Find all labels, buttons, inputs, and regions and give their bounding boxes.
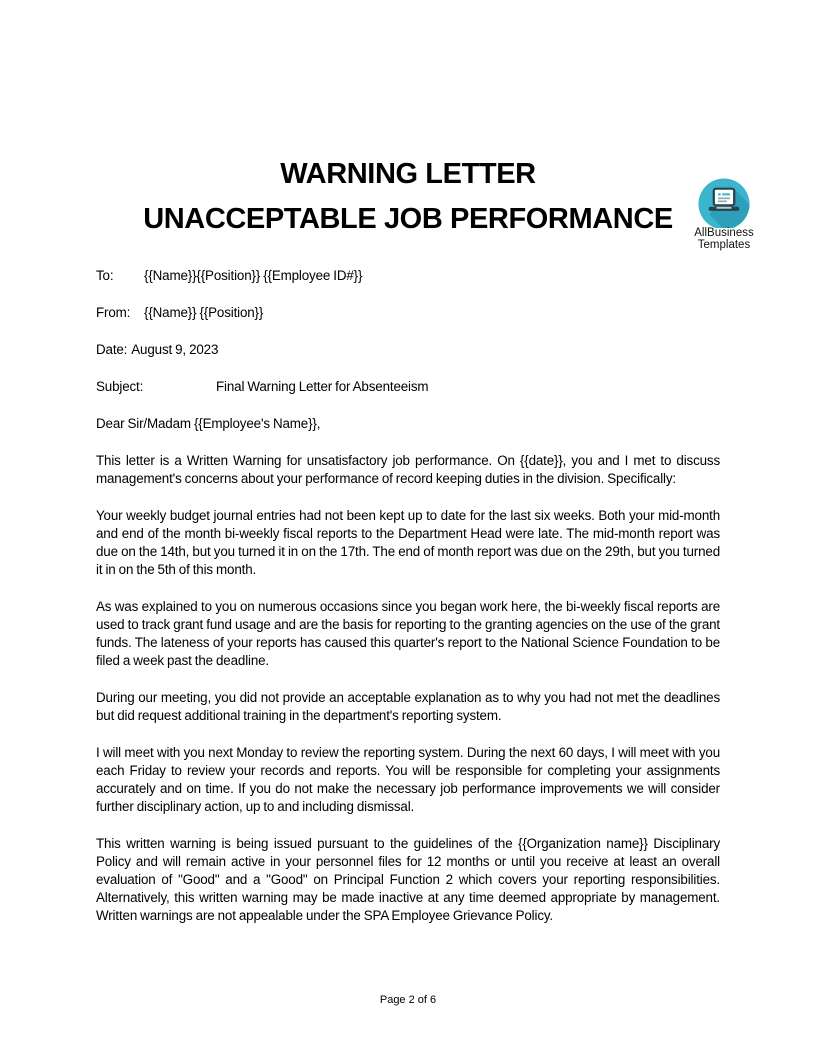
page-number: Page 2 of 6	[379, 994, 437, 1006]
screen-line-3	[718, 200, 727, 202]
brand-logo	[689, 178, 759, 251]
body-paragraph-6: This written warning is being issued pursuant to the guidelines of the {{Organization name}} Disciplinary Policy and will remain active in your personnel files for 12 months or until you receive at least an overall evaluation of "Good" and a "Good" on Principal Function 2 which covers your reporting responsibilities. Alternatively, this written warning may be made inactive at any time deemed appropriate by management. Written warnings are not appealable under the SPA Employee Grievance Policy.	[96, 836, 720, 923]
field-from	[96, 304, 720, 322]
field-subject-value: Final Warning Letter for Absenteeism	[216, 379, 429, 394]
screen-bullet	[718, 193, 721, 195]
laptop-base-notch	[717, 207, 732, 209]
title-line-2: UNACCEPTABLE JOB PERFORMANCE	[143, 203, 673, 235]
field-date	[96, 341, 720, 359]
body-paragraph-4: During our meeting, you did not provide an acceptable explanation as to why you had not met the deadlines but did request additional training in the department's reporting system.	[96, 690, 720, 723]
body-paragraph-2: Your weekly budget journal entries had not been kept up to date for the last six weeks. Both your mid-month and end of the month bi-weekly fiscal reports to the Department Head were late. The mid-month report was due on the 14th, but you turned it in on the 17th. The end of month report was due on the 29th, but you turned it in on the 5th of this month.	[96, 508, 720, 577]
field-to-label: To:	[96, 268, 114, 283]
page-footer	[0, 993, 816, 1007]
body-paragraph-3: As was explained to you on numerous occasions since you began work here, the bi-weekly fiscal reports are used to track grant fund usage and are the basis for reporting to the granting agencies on the use of the grant funds. The lateness of your reports has caused this quarter's report to the National Science Foundation to be filed a week past the deadline.	[96, 599, 720, 668]
letter-body	[96, 267, 720, 944]
field-subject-label: Subject:	[96, 379, 144, 394]
screen-line-1	[722, 193, 730, 195]
field-subject	[96, 378, 720, 396]
body-paragraph-5: I will meet with you next Monday to review the reporting system. During the next 60 days, I will meet with you each Friday to review your records and reports. You will be responsible for completing your assignments accurately and on time. If you do not make the necessary job performance improvements we will consider further disciplinary action, up to and including dismissal.	[96, 745, 720, 814]
brand-name-line-2: Templates	[697, 238, 751, 251]
brand-name	[689, 228, 759, 251]
field-to-value: {{Name}}{{Position}} {{Employee ID#}}	[144, 268, 363, 283]
field-from-value: {{Name}} {{Position}}	[144, 305, 264, 320]
field-date-label: Date:	[96, 342, 128, 357]
body-paragraph-1: This letter is a Written Warning for unsatisfactory job performance. On {{date}}, you and I met to discuss management's concerns about your performance of record keeping duties in the division. Specifically:	[96, 453, 720, 486]
screen-line-2	[718, 198, 730, 200]
laptop-screen	[714, 189, 734, 206]
laptop-icon	[698, 178, 750, 230]
title-line-1: WARNING LETTER	[280, 158, 536, 190]
field-from-label: From:	[96, 305, 131, 320]
salutation: Dear Sir/Madam {{Employee's Name}},	[96, 416, 321, 431]
field-date-value: August 9, 2023	[131, 342, 219, 357]
brand-name-line-1: AllBusiness	[694, 227, 754, 239]
field-to	[96, 267, 720, 285]
